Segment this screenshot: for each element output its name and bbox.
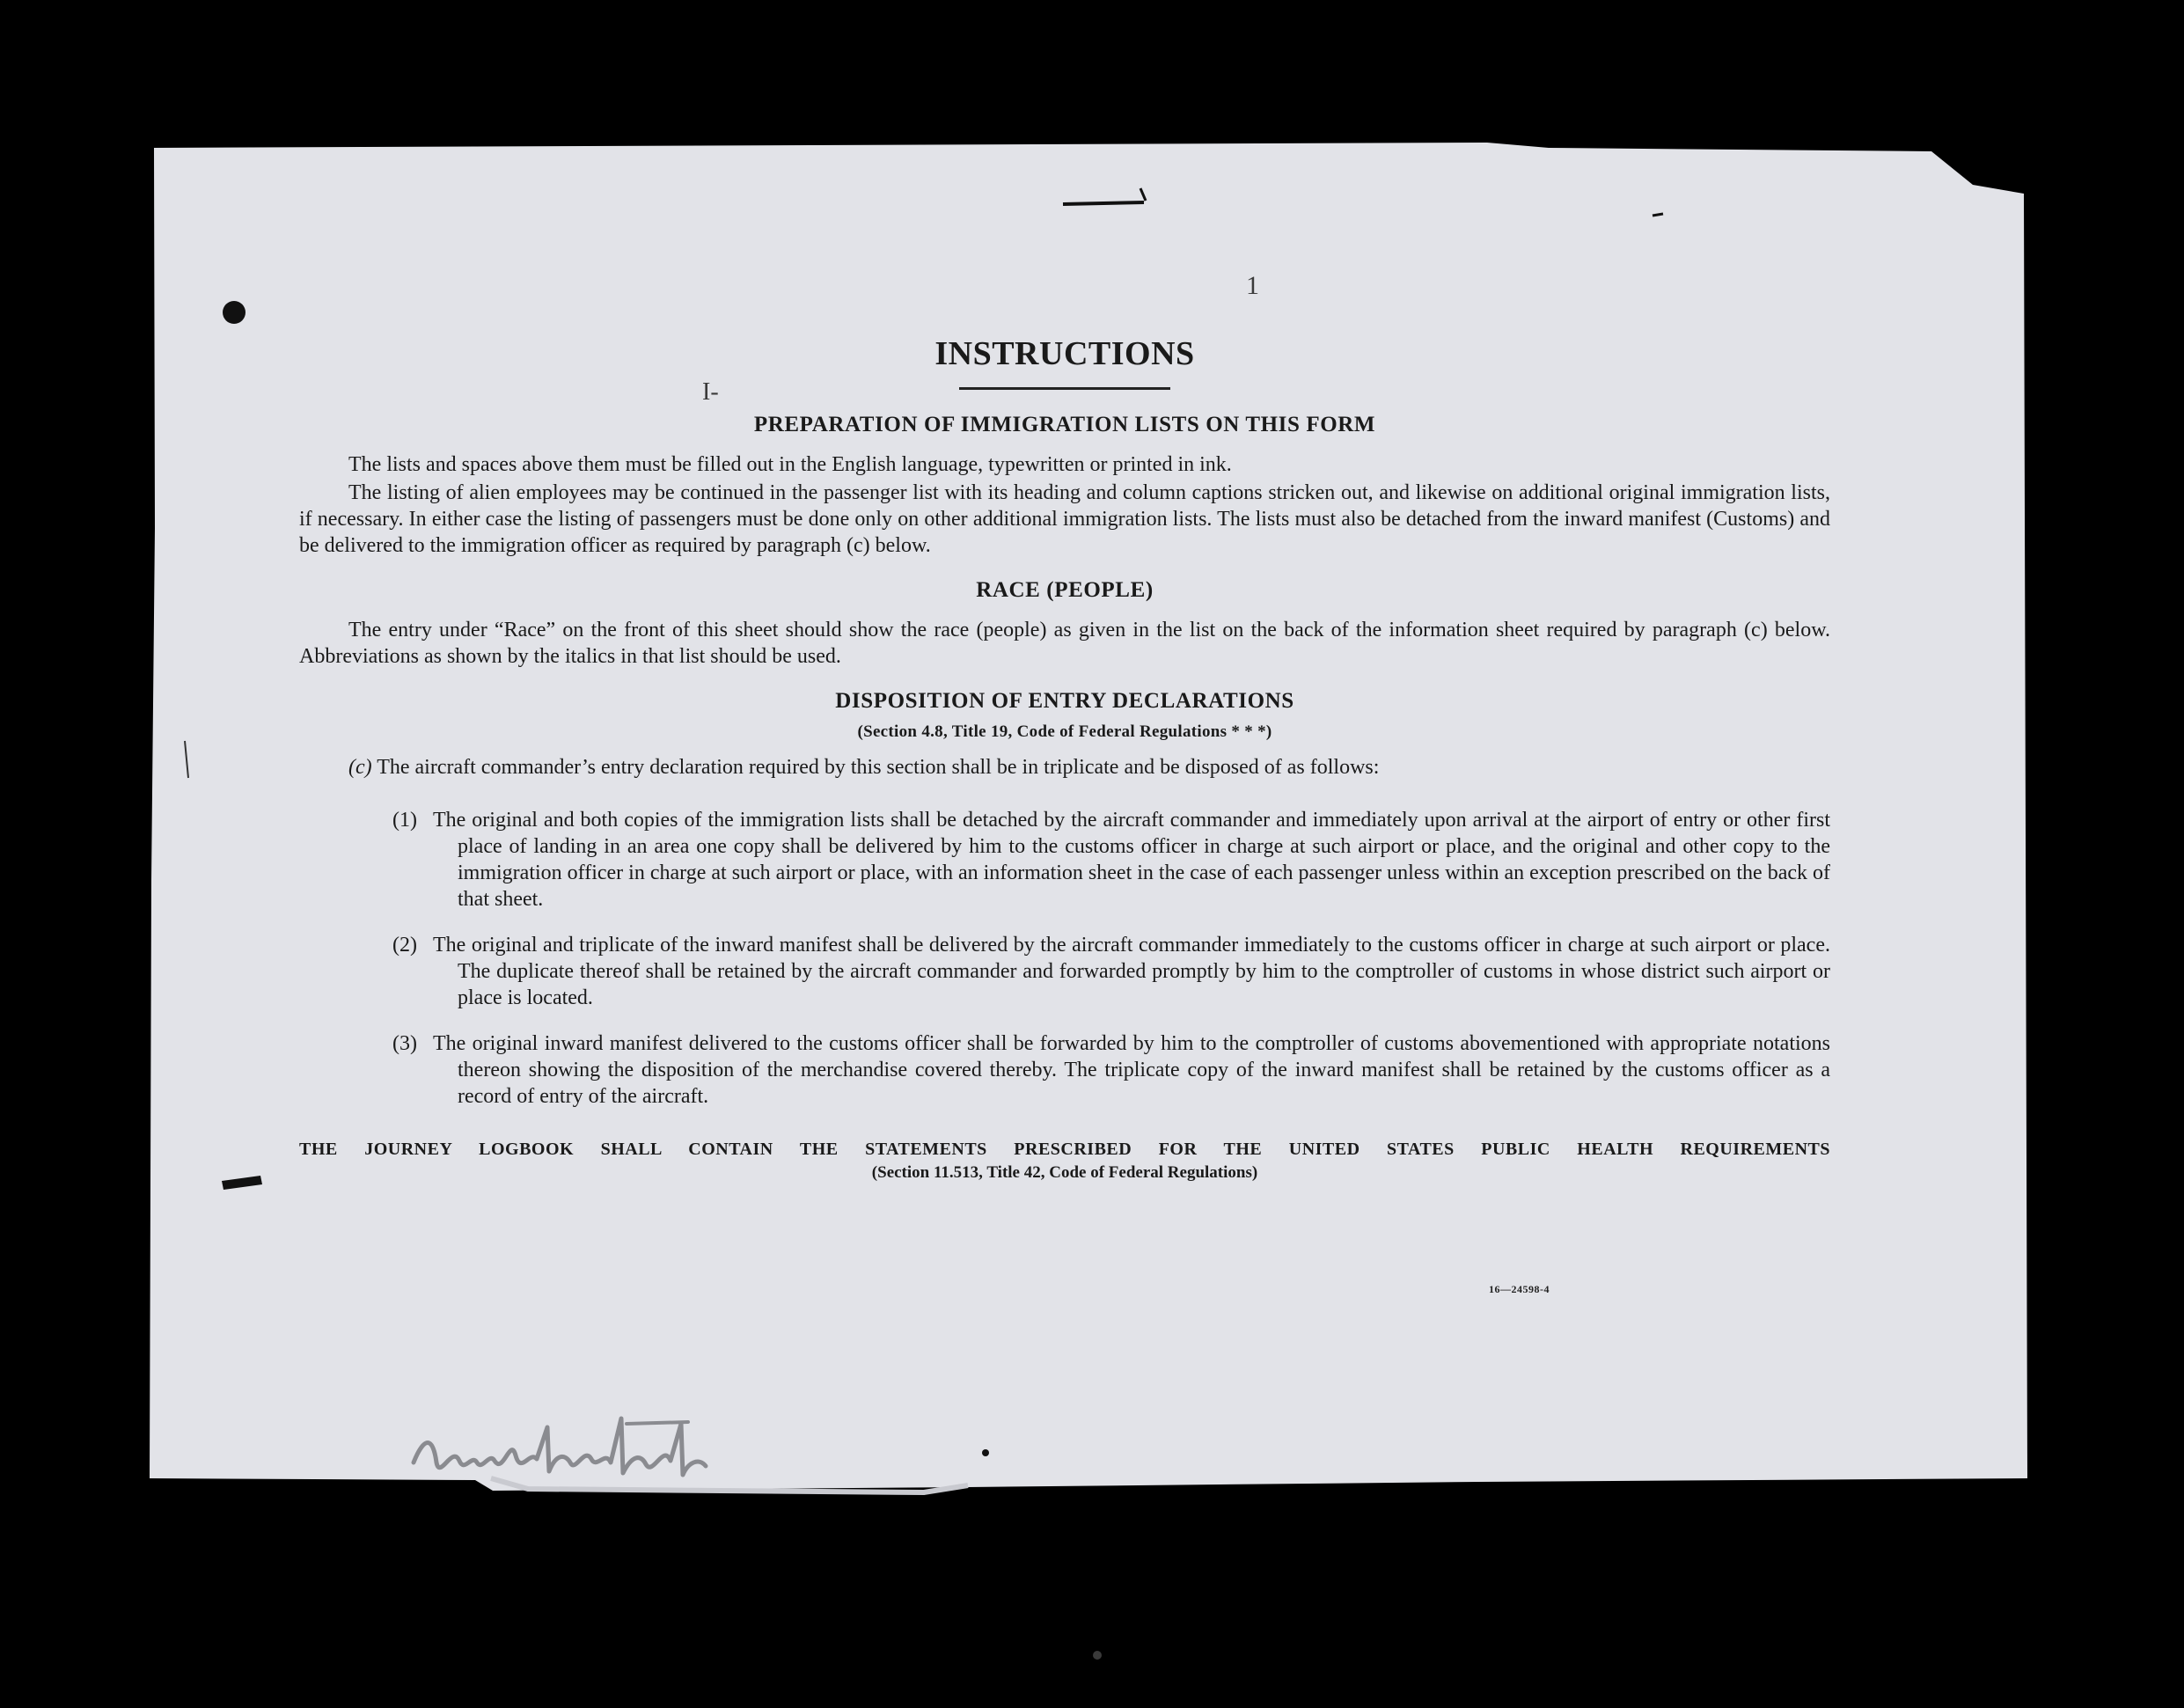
list-item	[392, 807, 1830, 913]
item-text: The original and both copies of the immigration lists shall be detached by the aircraft commander and immediately upon arrival at the airport of entry or other first place of landing in an area one copy shall be delivered by him to the customs officer in charge at such airport or place, and the original and other copy to the immigration officer in charge at such airport or place, with an information sheet in the case of each passenger unless within an exception prescribed on the back of that sheet.	[433, 809, 1830, 911]
stray-mark: 1	[1246, 271, 1259, 300]
paragraph: The listing of alien employees may be continued in the passenger list with its heading and column captions stricken out, and likewise on additional original immigration lists, if necessary. In either case the listing of passengers must be done only on other additional immigration lists. The lists must also be detached from the inward manifest (Customs) and be delivered to the immigration officer as required by paragraph (c) below.	[299, 481, 1830, 557]
item-text: The original inward manifest delivered to the customs officer shall be forwarded by him to the comptroller of customs abovementioned with appropriate notations thereon showing the disposition of the merchandise covered thereby. The triplicate copy of the inward manifest shall be retained by the customs officer as a record of entry of the aircraft.	[433, 1032, 1830, 1108]
paragraph: The lists and spaces above them must be filled out in the English language, typewritten or printed in ink.	[348, 453, 1232, 476]
section-heading-disposition: DISPOSITION OF ENTRY DECLARATIONS	[835, 689, 1294, 713]
clause-label: (c)	[348, 756, 372, 779]
item-label: (3)	[392, 1032, 417, 1055]
form-number: 16—24598-4	[1489, 1283, 1550, 1295]
page-title: INSTRUCTIONS	[934, 335, 1195, 372]
list-item	[392, 1030, 1830, 1110]
section-heading-preparation: PREPARATION OF IMMIGRATION LISTS ON THIS FORM	[753, 413, 1376, 436]
footer-statement: THE JOURNEY LOGBOOK SHALL CONTAIN THE STATEMENTS PRESCRIBED FOR THE UNITED STATES PUBLIC HEALTH REQUIREMENTS	[299, 1140, 1830, 1159]
clause-c	[348, 754, 1830, 781]
footer-citation: (Section 11.513, Title 42, Code of Federal Regulations)	[871, 1163, 1258, 1182]
section-heading-race: RACE (PEOPLE)	[976, 578, 1154, 602]
item-label: (1)	[392, 809, 417, 832]
instructions-document	[299, 324, 1830, 1183]
list-item	[392, 932, 1830, 1011]
handwritten-signature	[407, 1401, 723, 1498]
stray-mark: I-	[702, 378, 719, 406]
section-subheading: (Section 4.8, Title 19, Code of Federal Regulations * * *)	[857, 722, 1272, 741]
item-label: (2)	[392, 934, 417, 957]
punch-hole-mark	[223, 301, 246, 324]
title-divider	[959, 387, 1170, 390]
clause-text: The aircraft commander’s entry declaration required by this section shall be in triplicate and be disposed of as follows:	[377, 756, 1380, 779]
item-text: The original and triplicate of the inward manifest shall be delivered by the aircraft commander immediately to the customs officer in charge at such airport or place. The duplicate thereof shall be retained by the aircraft commander and forwarded promptly by him to the comptroller of customs in whose district such airport or place is located.	[433, 934, 1830, 1009]
paragraph: The entry under “Race” on the front of this sheet should show the race (people) as given in the list on the back of the information sheet required by paragraph (c) below. Abbreviations as shown by the italics in that list should be used.	[299, 619, 1830, 668]
